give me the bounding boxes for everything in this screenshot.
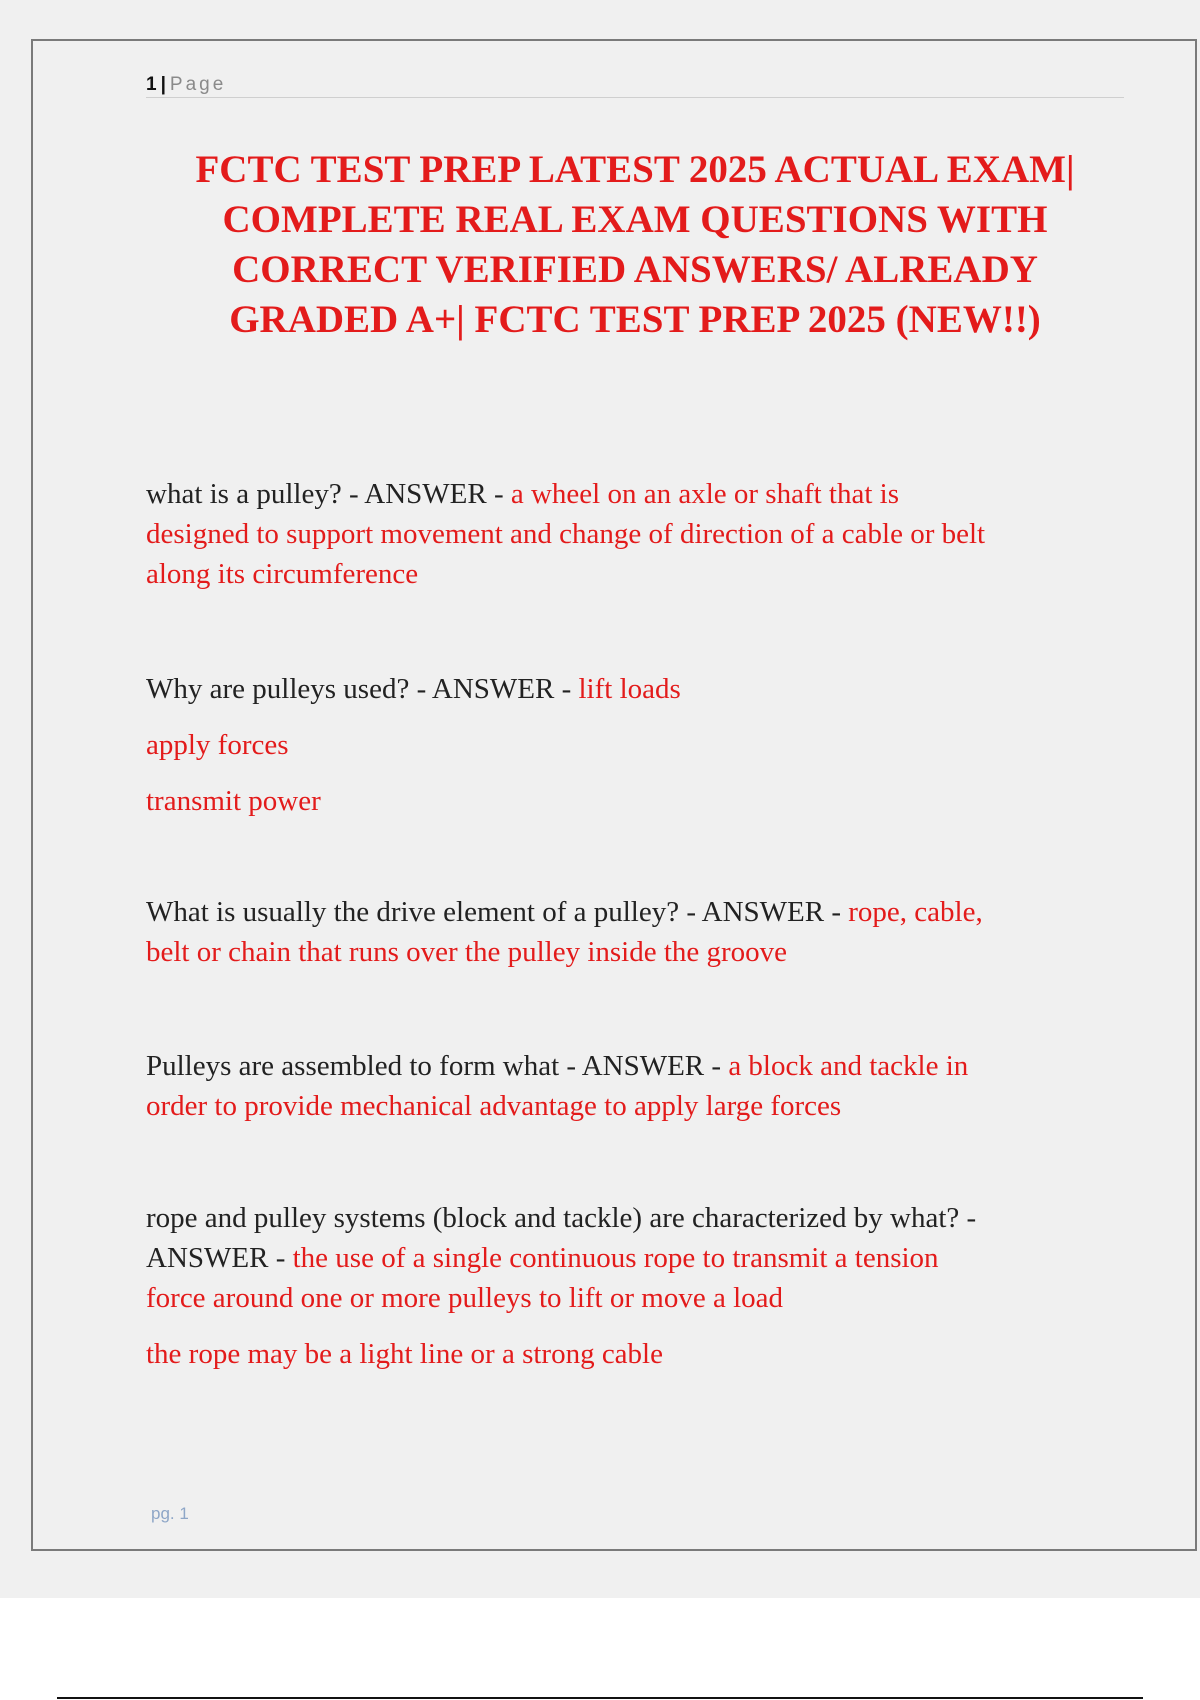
question-text: ANSWER - (146, 1242, 293, 1274)
qa-item-rope-systems (146, 1198, 1124, 1374)
answer-text: transmit power (146, 785, 321, 817)
title-line: COMPLETE REAL EXAM QUESTIONS WITH (222, 198, 1048, 241)
header-separator: | (160, 74, 166, 95)
answer-text: apply forces (146, 729, 289, 761)
page-footer: pg. 1 (151, 1504, 189, 1523)
header-page-word: Page (169, 74, 227, 95)
question-text: Pulleys are assembled to form what - ANSWER - (146, 1050, 729, 1082)
header-page-number: 1 (146, 74, 157, 95)
title-line: CORRECT VERIFIED ANSWERS/ ALREADY (232, 248, 1038, 291)
answer-text: lift loads (578, 673, 681, 705)
document-page (31, 39, 1197, 1551)
answer-text: rope, cable, (848, 896, 983, 928)
title-line: GRADED A+| FCTC TEST PREP 2025 (NEW!!) (229, 298, 1041, 341)
answer-text: the rope may be a light line or a strong cable (146, 1338, 663, 1370)
qa-item-block-and-tackle (146, 1046, 1124, 1126)
answer-text: force around one or more pulleys to lift or move a load (146, 1282, 783, 1314)
answer-text: a block and tackle in (728, 1050, 969, 1082)
question-text: Why are pulleys used? - ANSWER - (146, 673, 579, 705)
next-page-rule (57, 1697, 1143, 1699)
qa-item-pulley-uses (146, 669, 1124, 821)
answer-text: belt or chain that runs over the pulley inside the groove (146, 936, 788, 968)
title-line: FCTC TEST PREP LATEST 2025 ACTUAL EXAM| (195, 148, 1075, 191)
question-text: rope and pulley systems (block and tackle) are characterized by what? - (146, 1202, 977, 1234)
qa-item-drive-element (146, 892, 1124, 972)
question-text: What is usually the drive element of a pulley? - ANSWER - (146, 896, 849, 928)
question-text: what is a pulley? - ANSWER - (146, 478, 511, 510)
qa-item-pulley-definition (146, 474, 1124, 594)
answer-text: along its circumference (146, 558, 419, 590)
answer-text: designed to support movement and change of direction of a cable or belt (146, 518, 986, 550)
answer-text: a wheel on an axle or shaft that is (510, 478, 900, 510)
document-title (146, 145, 1124, 345)
answer-text: order to provide mechanical advantage to apply large forces (146, 1090, 842, 1122)
answer-text: the use of a single continuous rope to transmit a tension (292, 1242, 939, 1274)
page-header (146, 75, 1124, 98)
